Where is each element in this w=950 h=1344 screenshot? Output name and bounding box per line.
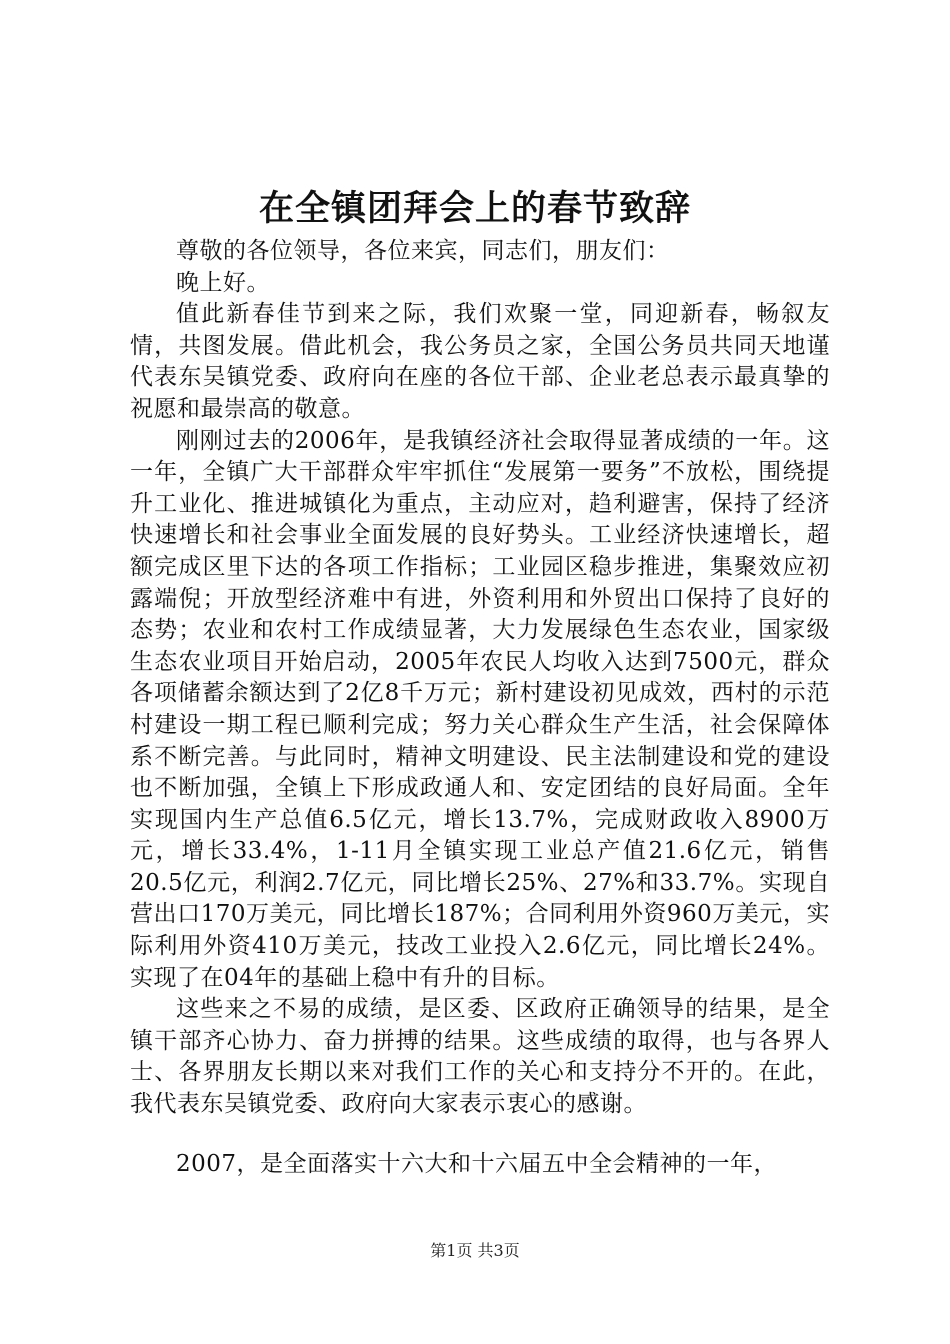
salutation-paragraph: 尊敬的各位领导，各位来宾，同志们，朋友们： — [176, 238, 670, 264]
document-title: 在全镇团拜会上的春节致辞 — [258, 188, 691, 229]
outlook-paragraph: 2007，是全面落实十六大和十六届五中全会精神的一年， — [176, 1150, 778, 1177]
greeting-paragraph: 晚上好。 — [176, 269, 270, 296]
opening-paragraph: 值此新春佳节到来之际，我们欢聚一堂，同迎新春，畅叙友情，共图发展。借此机会，我公务员之家，全国公务员共同天地谨代表东吴镇党委、政府向在座的各位干部、企业老总表示最真挚的祝愿和最崇高的敬意。 — [130, 301, 830, 422]
page-number: 第1页 共3页 — [430, 1241, 520, 1260]
document-body — [130, 236, 830, 1180]
thanks-paragraph: 这些来之不易的成绩，是区委、区政府正确领导的结果，是全镇干部齐心协力、奋力拼搏的结果。这些成绩的取得，也与各界人士、各界朋友长期以来对我们工作的关心和支持分不开的。在此，我代表东吴镇党委、政府向大家表示衷心的感谢。 — [130, 996, 830, 1118]
achievements-paragraph: 刚刚过去的2006年，是我镇经济社会取得显著成绩的一年。这一年，全镇广大干部群众牢牢抓住“发展第一要务”不放松，围绕提升工业化、推进城镇化为重点，主动应对，趋利避害，保持了经济快速增长和社会事业全面发展的良好势头。工业经济快速增长，超额完成区里下达的各项工作指标；工业园区稳步推进，集聚效应初露端倪；开放型经济难中有进，外资利用和外贸出口保持了良好的态势；农业和农村工作成绩显著，大力发展绿色生态农业，国家级生态农业项目开始启动，2005年农民人均收入达到7500元，群众各项储蓄余额达到了2亿8千万元；新村建设初见成效，西村的示范村建设一期工程已顺利完成；努力关心群众生产生活，社会保障体系不断完善。与此同时，精神文明建设、民主法制建设和党的建设也不断加强，全镇上下形成政通人和、安定团结的良好局面。全年实现国内生产总值6.5亿元，增长13.7%，完成财政收入8900万元，增长33.4%，1-11月全镇实现工业总产值21.6亿元，销售20.5亿元，利润2.7亿元，同比增长25%、27%和33.7%。实现自营出口170万美元，同比增长187%；合同利用外资960万美元，实际利用外资410万美元，技改工业投入2.6亿元，同比增长24%。实现了在04年的基础上稳中有升的目标。 — [130, 427, 830, 991]
